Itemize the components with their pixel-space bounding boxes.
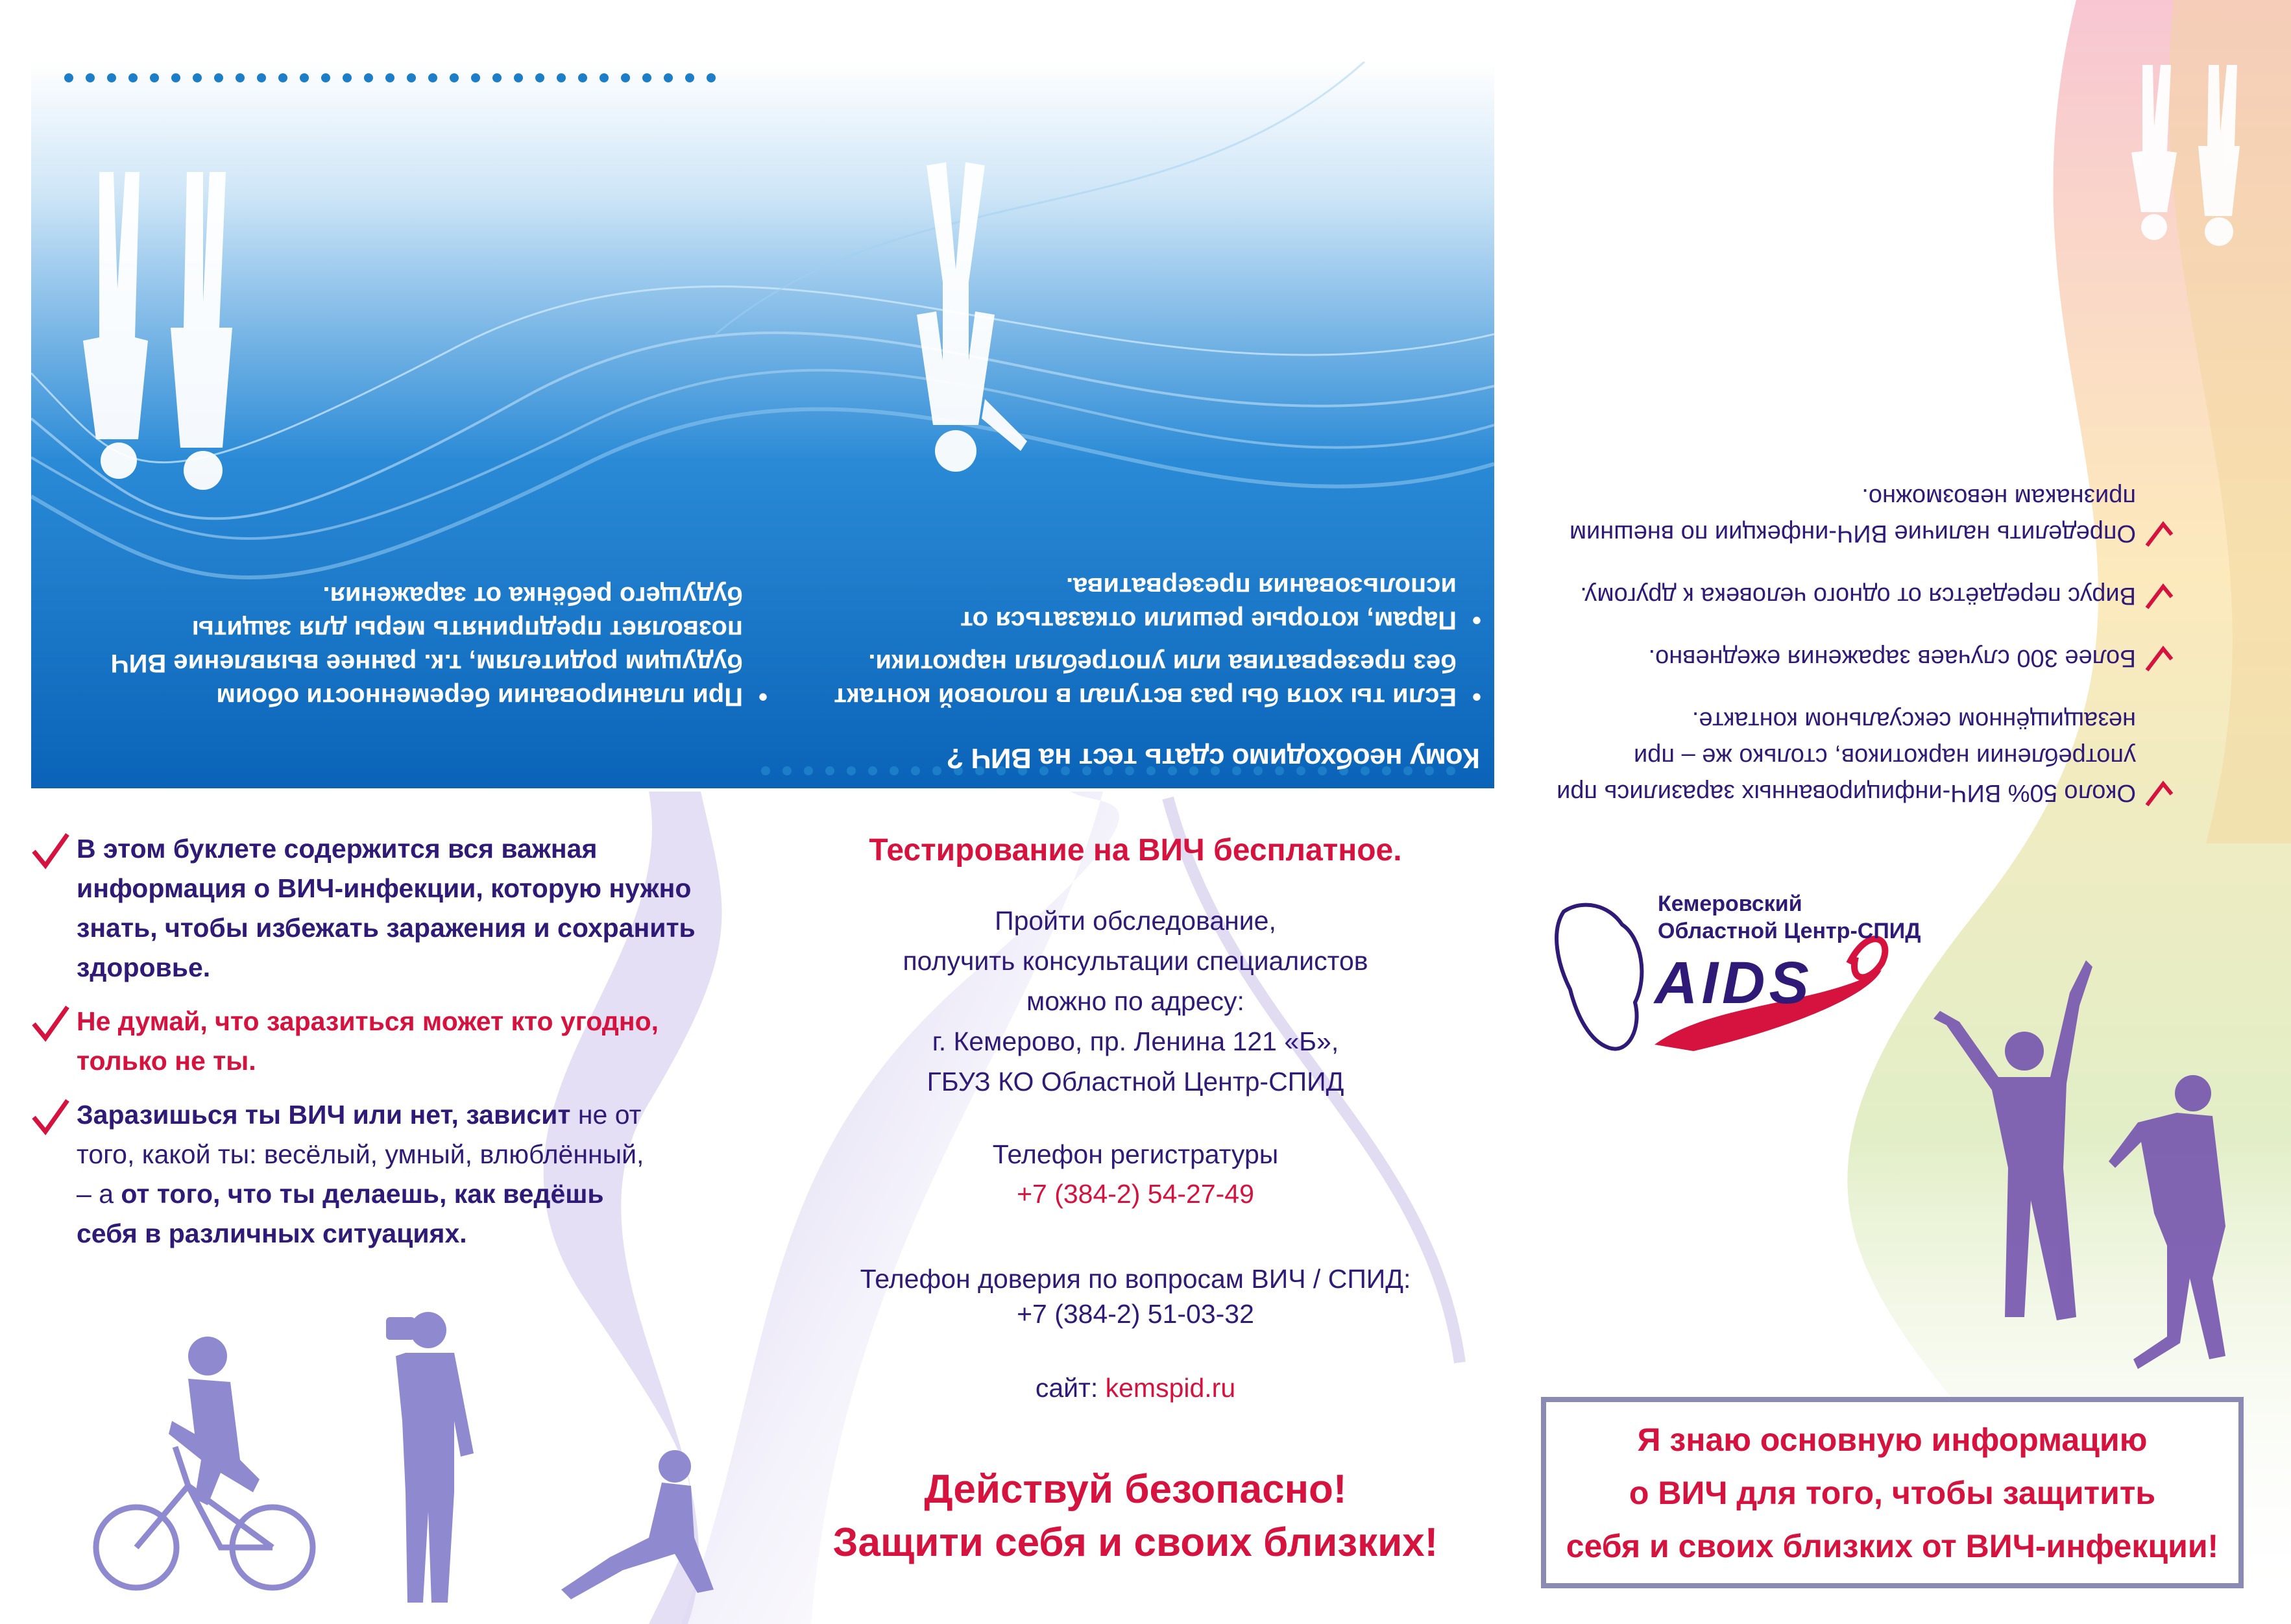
bullet-item: • Парам, которые решили отказаться от использования презерватива. bbox=[832, 570, 1481, 637]
test-panel bbox=[31, 62, 1494, 788]
silhouette-cyclist-icon bbox=[91, 1330, 324, 1609]
silhouette-couple-icon bbox=[54, 159, 261, 496]
logo-caption bbox=[1658, 890, 1921, 945]
trust-phone-label: Телефон доверия по вопросам ВИЧ / СПИД: bbox=[860, 1264, 1411, 1294]
contact-line: Пройти обследование, bbox=[995, 906, 1276, 936]
contact-line: ГБУЗ КО Областной Центр-СПИД bbox=[927, 1067, 1344, 1097]
intro-paragraph-3: Заразишься ты ВИЧ или нет, зависит не от того, какой ты: весёлый, умный, влюблённый, – а от того, что ты делаешь, как ведёшь себя в различных ситуациях. bbox=[31, 1095, 661, 1254]
fact-item: Определить наличие ВИЧ-инфекции по внешним признакам невозможно. bbox=[1512, 479, 2174, 551]
checkmark-icon bbox=[31, 1003, 70, 1042]
silhouette-dancers-icon bbox=[1921, 954, 2245, 1395]
dots-bottom bbox=[64, 73, 716, 82]
checkmark-icon bbox=[31, 1097, 70, 1135]
facts-column bbox=[1512, 162, 2174, 811]
logo-caption-line-2: Областной Центр-СПИД bbox=[1658, 919, 1921, 943]
website-link[interactable]: kemspid.ru bbox=[1105, 1373, 1236, 1403]
checkmark-icon bbox=[2145, 645, 2174, 673]
silhouette-photographer-icon bbox=[363, 1304, 493, 1603]
checkmark-icon bbox=[31, 830, 70, 869]
slogan bbox=[772, 1463, 1499, 1569]
checkmark-icon bbox=[2145, 520, 2174, 549]
bullet-item: • Если ты хотя бы раз вступал в половой контакт без презерватива или употреблял наркотики. bbox=[832, 646, 1481, 714]
logo-caption-line-1: Кемеровский bbox=[1658, 891, 1802, 916]
bullets-first-column bbox=[832, 561, 1481, 714]
pledge-line-1: Я знаю основную информацию bbox=[1637, 1421, 2148, 1458]
intro-text bbox=[31, 829, 738, 1268]
website-label: сайт: bbox=[1035, 1373, 1098, 1403]
pledge-box bbox=[1541, 1397, 2244, 1588]
pledge-line-3: себя и своих близких от ВИЧ-инфекции! bbox=[1566, 1527, 2219, 1564]
registry-phone[interactable]: +7 (384-2) 54-27-49 bbox=[1017, 1179, 1254, 1209]
checkmark-icon bbox=[2145, 780, 2174, 808]
website bbox=[772, 1368, 1499, 1408]
checkmark-icon bbox=[2145, 583, 2174, 611]
slogan-line-2: Защити себя и своих близких! bbox=[832, 1520, 1438, 1565]
aids-wordmark: AIDS bbox=[1655, 950, 1813, 1016]
slogan-line-1: Действуй безопасно! bbox=[924, 1467, 1347, 1512]
intro-paragraph-2: Не думай, что заразиться может кто угодно, только не ты. bbox=[31, 1002, 738, 1081]
fact-item: Более 300 случаев заражения ежедневно. bbox=[1512, 640, 2174, 676]
intro-paragraph-1: В этом буклете содержится вся важная информация о ВИЧ-инфекции, которую нужно знать, чтобы избежать заражения и сохранить здоровье. bbox=[31, 829, 738, 988]
contact-block bbox=[772, 832, 1499, 1408]
trust-phone[interactable]: +7 (384-2) 51-03-32 bbox=[1017, 1299, 1254, 1329]
pledge-line-2: о ВИЧ для того, чтобы защитить bbox=[1629, 1474, 2156, 1511]
bullet-item: • При планировании беременности обоим будущим родителям, т.к. раннее выявление ВИЧ позволяет предпринять меры для защиты будущего ребёнка от заражения. bbox=[99, 579, 768, 714]
contact-line: можно по адресу: bbox=[1026, 986, 1244, 1016]
fact-item: Около 50% ВИЧ-инфицированных заразились при употреблении наркотиков, столько же – при незащищённом сексуальном контакте. bbox=[1512, 702, 2174, 811]
contact-line: г. Кемерово, пр. Ленина 121 «Б», bbox=[932, 1026, 1339, 1056]
silhouette-person-icon bbox=[871, 152, 1040, 477]
free-test-heading: Тестирование на ВИЧ бесплатное. bbox=[869, 833, 1402, 867]
silhouette-couple-top-icon bbox=[2115, 62, 2258, 250]
contact-line: получить консультации специалистов bbox=[903, 946, 1368, 976]
silhouette-sitting-person-icon bbox=[558, 1440, 727, 1603]
registry-phone-label: Телефон регистратуры bbox=[992, 1139, 1279, 1169]
panel-title: Кому необходимо сдать тест на ВИЧ ? bbox=[946, 742, 1480, 774]
fact-item: Вирус передаётся от одного человека к другому. bbox=[1512, 577, 2174, 614]
bullets-second-column bbox=[99, 570, 768, 714]
